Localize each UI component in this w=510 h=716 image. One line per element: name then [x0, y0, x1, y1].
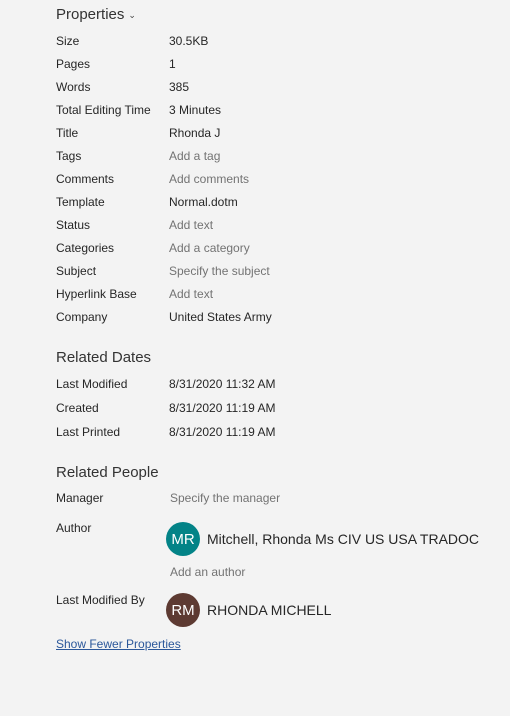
property-row-hyperlink-base	[56, 287, 496, 307]
date-row-created	[56, 401, 496, 421]
property-row-categories	[56, 241, 496, 261]
date-value: 8/31/2020 11:19 AM	[169, 401, 276, 415]
properties-header-label: Properties	[56, 6, 125, 23]
comments-field[interactable]: Add comments	[169, 172, 250, 186]
property-value: Normal.dotm	[169, 195, 238, 209]
property-row-total-editing-time	[56, 103, 496, 123]
avatar: RM	[166, 593, 200, 627]
show-fewer-properties-link[interactable]: Show Fewer Properties	[56, 637, 181, 651]
property-row-template	[56, 195, 496, 215]
subject-field[interactable]: Specify the subject	[169, 264, 270, 278]
property-label: Hyperlink Base	[56, 287, 137, 301]
related-dates-header: Related Dates	[56, 349, 152, 366]
title-field[interactable]: Rhonda J	[169, 126, 221, 140]
author-label: Author	[56, 521, 92, 535]
property-row-words	[56, 80, 496, 100]
categories-field[interactable]: Add a category	[169, 241, 250, 255]
property-label: Categories	[56, 241, 115, 255]
company-field[interactable]: United States Army	[169, 310, 272, 324]
property-row-company	[56, 310, 496, 330]
property-value: 385	[169, 80, 190, 94]
last-modified-by-person[interactable]	[166, 593, 331, 627]
date-label: Last Modified	[56, 377, 128, 391]
property-row-title	[56, 126, 496, 146]
tags-field[interactable]: Add a tag	[169, 149, 221, 163]
avatar: MR	[166, 522, 200, 556]
property-label: Title	[56, 126, 79, 140]
add-author-field[interactable]: Add an author	[170, 565, 246, 579]
property-label: Pages	[56, 57, 91, 71]
property-label: Total Editing Time	[56, 103, 151, 117]
date-value: 8/31/2020 11:19 AM	[169, 425, 276, 439]
chevron-down-icon: ⌄	[128, 10, 136, 20]
property-row-comments	[56, 172, 496, 192]
property-row-status	[56, 218, 496, 238]
property-row-size	[56, 34, 496, 54]
manager-field[interactable]: Specify the manager	[170, 491, 281, 505]
last-modified-by-label: Last Modified By	[56, 593, 145, 607]
property-label: Company	[56, 310, 108, 324]
date-row-last-printed	[56, 425, 496, 445]
property-value: 3 Minutes	[169, 103, 222, 117]
related-people-header: Related People	[56, 464, 159, 481]
property-label: Comments	[56, 172, 115, 186]
property-row-pages	[56, 57, 496, 77]
date-label: Last Printed	[56, 425, 121, 439]
property-label: Words	[56, 80, 91, 94]
property-label: Tags	[56, 149, 82, 163]
properties-header[interactable]	[56, 6, 136, 23]
status-field[interactable]: Add text	[169, 218, 214, 232]
property-value: 30.5KB	[169, 34, 209, 48]
property-label: Template	[56, 195, 105, 209]
date-row-last-modified	[56, 377, 496, 397]
property-label: Size	[56, 34, 80, 48]
date-value: 8/31/2020 11:32 AM	[169, 377, 276, 391]
date-label: Created	[56, 401, 99, 415]
property-label: Subject	[56, 264, 97, 278]
author-person[interactable]	[166, 522, 479, 556]
manager-row	[56, 491, 496, 511]
manager-label: Manager	[56, 491, 104, 505]
property-row-tags	[56, 149, 496, 169]
property-row-subject	[56, 264, 496, 284]
last-modified-by-name: RHONDA MICHELL	[207, 602, 332, 618]
hyperlink-base-field[interactable]: Add text	[169, 287, 214, 301]
property-value: 1	[169, 57, 176, 71]
author-name: Mitchell, Rhonda Ms CIV US USA TRADOC	[207, 531, 480, 547]
property-label: Status	[56, 218, 91, 232]
